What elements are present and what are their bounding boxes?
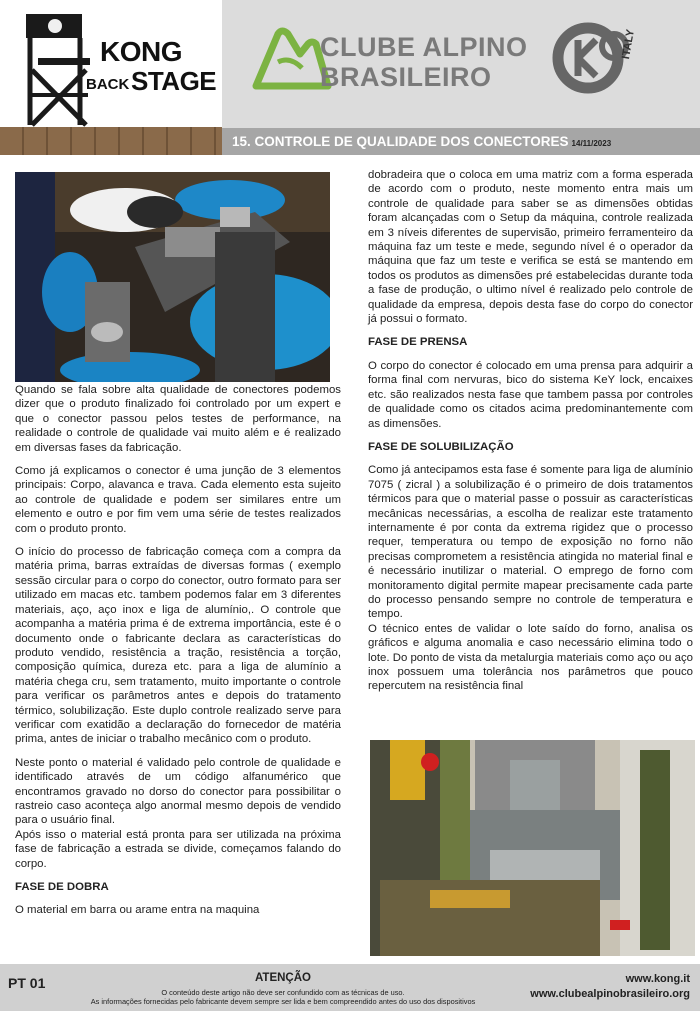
- paragraph-dobra-start: O material em barra ou arame entra na maquina: [15, 904, 260, 917]
- header-logos: [222, 0, 700, 128]
- article-date: 14/11/2023: [571, 139, 612, 148]
- title-bar: [222, 128, 700, 155]
- paragraph-intro: Quando se fala sobre alta qualidade de conectores podemos dizer que o produto finalizado foi controlado por um expert e que o conector passou pelos testes de performance, na realidade o controle de qualidade vai muito além e é realizado em diversas fases da fabricação.: [15, 384, 341, 454]
- wooden-floor: [0, 127, 222, 155]
- paragraph-prensa: O corpo do conector é colocado em uma prensa para adquirir a forma final com nervuras, bico do sistema KeY lock, encaixes etc. são realizados nesta fase que tambem passa por controles de qualidade como os citados acima predominantemente com as dimensões.: [368, 359, 693, 430]
- kong-backstage-logo: [0, 0, 222, 155]
- paragraph-elements: Como já explicamos o conector é uma junção de 3 elementos principais: Corpo, alavanca e trava. Cada elemento esta sujeito ao controle de qualidade e podem ser similares entre um elemento e outro e por fim vem uma série de testes realizados com o produto pronto.: [15, 465, 341, 535]
- italy-word: ITALY: [620, 28, 638, 61]
- stage-word: STAGE: [131, 66, 217, 96]
- paragraph-solub-2: O técnico entes de validar o lote saído do forno, analisa os gráficos e alguma anomalia e caso necessário elimina todo o lote. Do ponto de vista da metalurgia materiais como aço ou aço inox possuem uma tolerância nos parâmetros que pouco repercutem na resistência final: [368, 622, 693, 693]
- cab-line2: BRASILEIRO: [320, 62, 492, 92]
- connector-inspection-photo: [15, 172, 330, 382]
- back-word: BACK: [86, 76, 130, 93]
- cab-url-link[interactable]: www.clubealpinobrasileiro.org: [530, 988, 690, 1000]
- photo-illustration-machine: [370, 740, 695, 956]
- heading-fase-prensa: FASE DE PRENSA: [368, 336, 468, 349]
- footer: [0, 964, 700, 1011]
- paragraph-next-phase: Após isso o material está pronta para ser utilizada na próxima fase de fabricação a estrada se divide, começamos falando do corpo.: [15, 828, 341, 870]
- page-number: PT 01: [8, 975, 46, 991]
- article-title: 15. CONTROLE DE QUALIDADE DOS CONECTORES 14/11/2023: [232, 134, 612, 149]
- heading-fase-dobra: FASE DE DOBRA: [15, 881, 109, 893]
- cab-line1: CLUBE ALPINO: [320, 32, 528, 62]
- disclaimer-line-2: As informações fornecidas pelo fabricante devem sempre ser lida e bem compreendido antes do uso dos dispositivos: [90, 997, 476, 1006]
- heading-fase-solubilizacao: FASE DE SOLUBILIZAÇÃO: [368, 440, 514, 453]
- right-text-column: [368, 168, 693, 694]
- kong-url-link[interactable]: www.kong.it: [625, 973, 690, 985]
- photo-illustration: [15, 172, 330, 382]
- paragraph-solub-1: Como já antecipamos esta fase é somente para liga de alumínio 7075 ( zicral ) a solubilização é o primeiro de dois tratamentos térmicos para que o material passe o possuir as características mecânicas necessárias, a escolha de realizar este tratamento internamente é por conta da extrema rigidez que o processo requer, temperatura ou tempo de exposição no forno não precisas comprometem a resistência atingida no material final e é necessário inutilizar o material. O emprego de forno com monitoramento digital permite mapear precisamente cada parte do processo pensando sempre no controle de temperatura e tempo.: [368, 464, 693, 621]
- disclaimer-line-1: O conteúdo deste artigo não deve ser confundido com as técnicas de uso.: [161, 988, 405, 997]
- paragraph-dobra-cont: dobradeira que o coloca em uma matriz com a forma esperada de acordo com o produto, neste momento entra mais um controle de qualidade para saber se as dimensões obtidas foram alcançadas com o Setup da máquina, controle realizada em 3 níveis diferentes de supervisão, primeiro ferramenteiro da máquina faz um teste e mede, segundo nível é o operador da máquina que faz um teste e verifica se está se mantendo em todos os produtos as dimensões pré estabelecidas durante toda a fase de produção, o ultimo nível é realizado pelo controle de qualidade da empresa, depois desta fase do corpo do conector já possui o formato.: [368, 169, 693, 326]
- left-text-column: [15, 383, 341, 918]
- press-machine-photo: [370, 740, 695, 956]
- attention-title: ATENÇÃO: [254, 972, 311, 984]
- paragraph-validation: Neste ponto o material é validado pelo controle de qualidade e identificado através de um código alfanumérico que encontramos gravado no dorso do conector para possibilitar o rastreio caso aconteça algo anormal mesmo depois de vendido para o usuário final.: [15, 756, 341, 827]
- paragraph-raw-material: O início do processo de fabricação começa com a compra da matéria prima, barras extraídas de diversas formas ( exemplo sessão circular para o corpo do conector, outro formato para ser utilizado em macas etc. tambem podemos falar em 3 diferentes materiais, aço, aço inox e liga de alumínio,. O controle que acompanha a matéria prima é de extrema importância, este é o documento onde o fabricante declara as características do produto vendido, resistência a tração, resistência a torção, composição química, dureza etc. para a liga de alumínio a matéria chega cru, sem tratamento, muito importante o controle para verificar os parâmetros antes e depois do tratamento térmico, solubilização. Este duplo controle realizado serve para verificar com exatidão a declaração do fornecedor de matéria prima, antes de iniciar o trabalho mecânico com o produto.: [15, 546, 341, 746]
- kong-word: KONG: [100, 36, 182, 67]
